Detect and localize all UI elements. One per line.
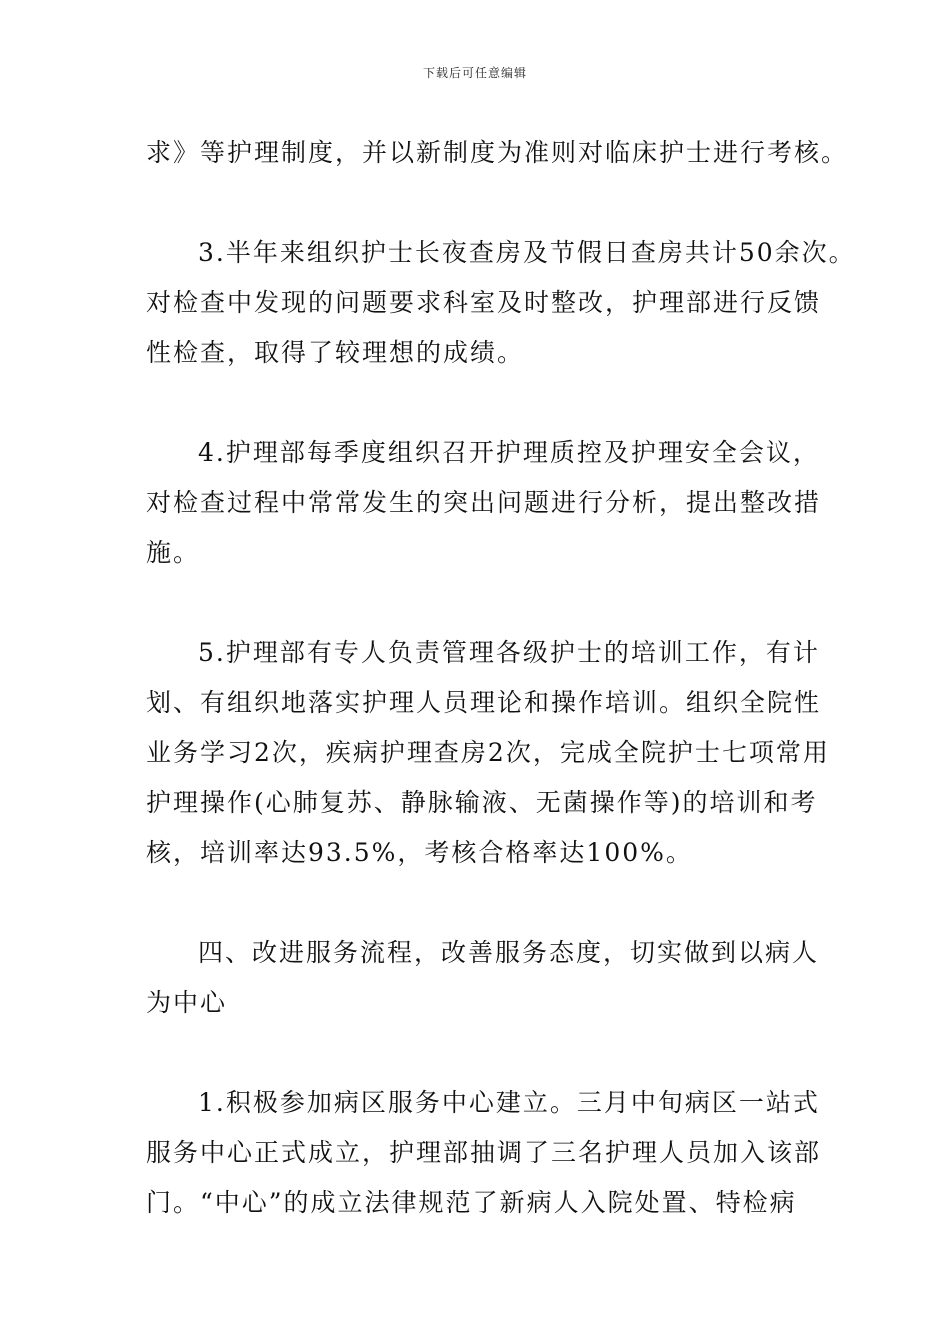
- paragraph-line: 为中心: [146, 988, 228, 1017]
- page-header: 下载后可任意编辑: [422, 66, 527, 80]
- paragraph-line: 划、有组织地落实护理人员理论和操作培训。组织全院性: [146, 688, 822, 717]
- section-heading-4: [146, 928, 820, 1028]
- paragraph-line: 业务学习2次，疾病护理查房2次，完成全院护士七项常用: [146, 738, 830, 767]
- paragraph-4: [146, 628, 830, 878]
- paragraph-line: 3.半年来组织护士长夜查房及节假日查房共计50余次。: [198, 238, 856, 267]
- paragraph-line: 四、改进服务流程，改善服务态度，切实做到以病人: [198, 938, 820, 967]
- paragraph-line: 施。: [146, 538, 201, 567]
- paragraph-line: 门。“中心”的成立法律规范了新病人入院处置、特检病: [146, 1188, 797, 1217]
- paragraph-line: 5.护理部有专人负责管理各级护士的培训工作，有计: [198, 638, 820, 667]
- paragraph-3: [146, 428, 822, 578]
- paragraph-2: [146, 228, 856, 378]
- paragraph-line: 对检查中发现的问题要求科室及时整改，护理部进行反馈: [146, 288, 822, 317]
- document-body: [146, 128, 856, 1278]
- paragraph-line: 对检查过程中常常发生的突出问题进行分析，提出整改措: [146, 488, 822, 517]
- paragraph-line: 性检查，取得了较理想的成绩。: [146, 338, 525, 367]
- paragraph-line: 核，培训率达93.5%，考核合格率达100%。: [146, 838, 693, 867]
- paragraph-line: 4.护理部每季度组织召开护理质控及护理安全会议，: [198, 438, 820, 467]
- paragraph-1: [146, 128, 849, 178]
- paragraph-line: 护理操作(心肺复苏、静脉输液、无菌操作等)的培训和考: [146, 788, 818, 817]
- paragraph-6: [146, 1078, 822, 1228]
- paragraph-line: 服务中心正式成立，护理部抽调了三名护理人员加入该部: [146, 1138, 822, 1167]
- paragraph-line: 1.积极参加病区服务中心建立。三月中旬病区一站式: [198, 1088, 820, 1117]
- paragraph-line: 求》等护理制度，并以新制度为准则对临床护士进行考核。: [146, 138, 849, 167]
